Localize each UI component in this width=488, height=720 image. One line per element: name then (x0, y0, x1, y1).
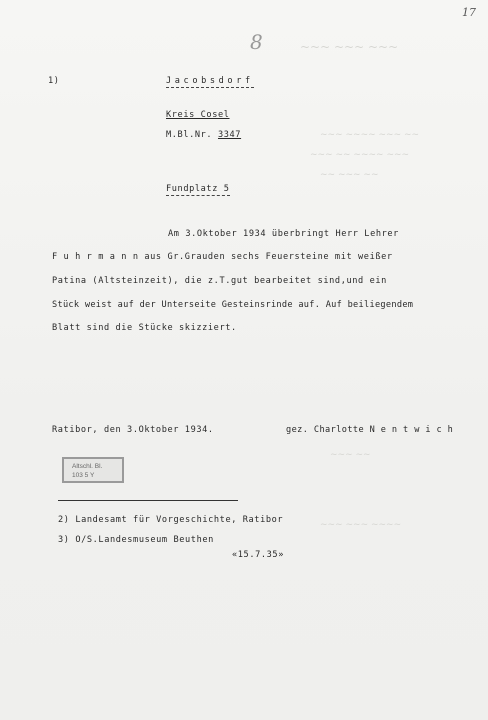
bleed-through-writing: ~~~ ~~~ ~~~ (300, 40, 399, 54)
find-site: Fundplatz 5 (166, 184, 230, 194)
stamp-line-1: Altschl. Bl. (72, 463, 103, 470)
place-date: Ratibor, den 3.Oktober 1934. (52, 425, 214, 435)
bleed-through-writing: ~~ ~~~ ~~ (320, 170, 379, 180)
bleed-through-writing: ~~~ ~~~ ~~~~ (320, 520, 402, 530)
page-number: 17 (462, 6, 476, 19)
bleed-through-writing: ~~~ ~~ (330, 450, 371, 460)
distribution-line-1: 2) Landesamt für Vorgeschichte, Ratibor (58, 515, 284, 525)
map-sheet (166, 130, 241, 140)
handwritten-mark: 8 (250, 30, 263, 54)
dispatch-date: «15.7.35» (232, 550, 284, 560)
archive-stamp (62, 457, 124, 483)
signature: gez. Charlotte N e n t w i c h (286, 425, 454, 435)
body-line-2: F u h r m a n n aus Gr.Grauden sechs Feuersteine mit weißer (52, 252, 393, 262)
place-name: Jacobsdorf (166, 76, 254, 86)
list-number: 1) (48, 76, 60, 86)
divider-line (58, 500, 238, 501)
body-line-5: Blatt sind die Stücke skizziert. (52, 323, 237, 333)
stamp-line-2: 103 5 Y (72, 472, 95, 479)
body-line-4: Stück weist auf der Unterseite Gesteinsrinde auf. Auf beiliegendem (52, 300, 414, 310)
distribution-line-2: 3) O/S.Landesmuseum Beuthen (58, 535, 214, 545)
body-line-3: Patina (Altsteinzeit), die z.T.gut bearbeitet sind,und ein (52, 276, 387, 286)
body-line-1: Am 3.Oktober 1934 überbringt Herr Lehrer (168, 229, 399, 239)
bleed-through-writing: ~~~ ~~ ~~~~ ~~~ (310, 150, 410, 160)
map-sheet-label: M.Bl.Nr. (166, 130, 213, 140)
map-sheet-number: 3347 (217, 130, 242, 140)
bleed-through-writing: ~~~ ~~~~ ~~~ ~~ (320, 130, 420, 140)
district: Kreis Cosel (166, 110, 230, 120)
